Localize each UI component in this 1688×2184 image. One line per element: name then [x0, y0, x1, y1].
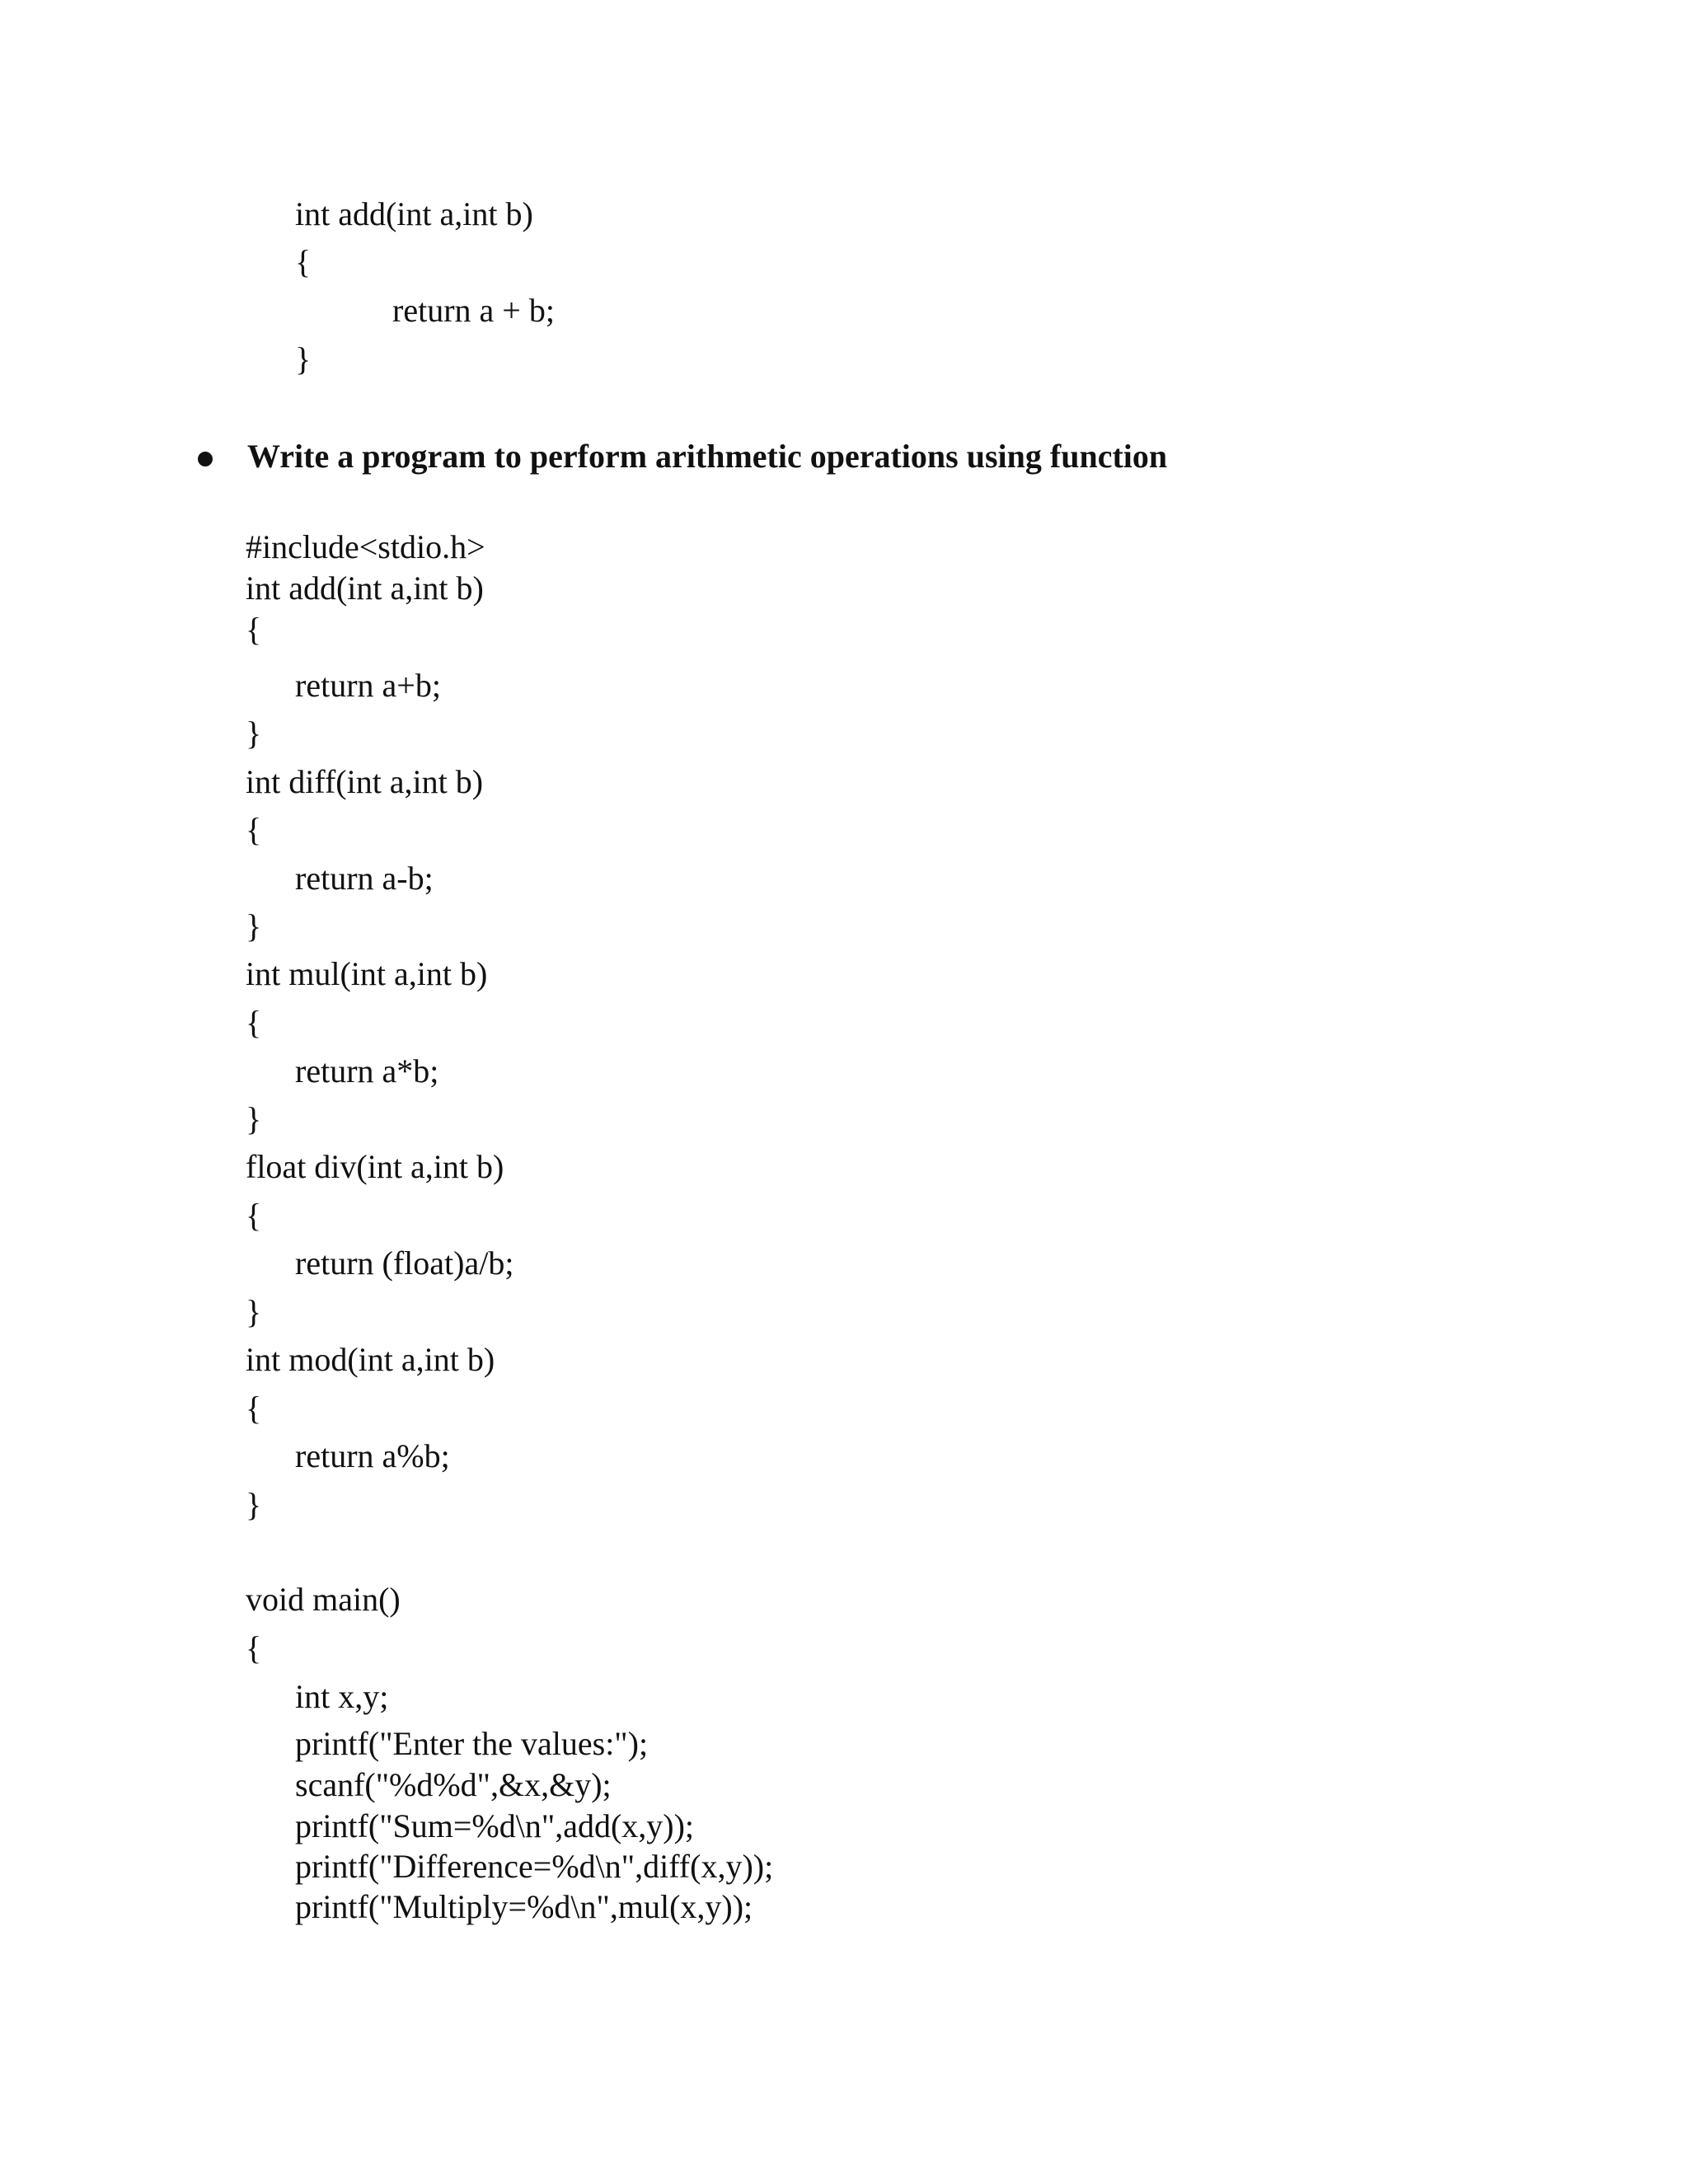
- code-line: printf("Sum=%d\n",add(x,y));: [295, 1807, 695, 1844]
- code-line: int diff(int a,int b): [246, 763, 484, 800]
- code-line: return (float)a/b;: [295, 1244, 514, 1282]
- code-line: #include<stdio.h>: [246, 528, 485, 565]
- code-line: int mul(int a,int b): [246, 955, 488, 992]
- code-line: {: [246, 811, 262, 848]
- code-line: return a+b;: [295, 667, 441, 704]
- code-line: void main(): [246, 1581, 401, 1618]
- code-line: scanf("%d%d",&x,&y);: [295, 1766, 612, 1803]
- code-line: {: [246, 1197, 262, 1234]
- code-line: return a-b;: [295, 860, 434, 897]
- code-line: }: [246, 1100, 262, 1137]
- code-line: {: [246, 1004, 262, 1041]
- code-line: {: [246, 1629, 262, 1666]
- code-line: }: [295, 340, 312, 377]
- code-line: {: [246, 1390, 262, 1427]
- bullet-icon: [198, 452, 213, 466]
- code-line: int mod(int a,int b): [246, 1341, 495, 1378]
- code-line: {: [295, 243, 312, 280]
- code-line: }: [246, 1293, 262, 1330]
- code-line: printf("Enter the values:");: [295, 1725, 649, 1762]
- code-line: {: [246, 611, 262, 648]
- section-heading-item: [0, 435, 1688, 485]
- code-line: int add(int a,int b): [295, 195, 533, 232]
- code-line: return a + b;: [392, 292, 555, 329]
- code-line: printf("Difference=%d\n",diff(x,y));: [295, 1848, 774, 1885]
- code-line: float div(int a,int b): [246, 1148, 504, 1185]
- code-line: }: [246, 907, 262, 944]
- code-line: return a%b;: [295, 1437, 450, 1474]
- code-line: }: [246, 1486, 262, 1523]
- code-line: return a*b;: [295, 1052, 439, 1090]
- code-line: }: [246, 715, 262, 752]
- section-heading: Write a program to perform arithmetic operations using function: [247, 438, 1168, 475]
- code-line: printf("Multiply=%d\n",mul(x,y));: [295, 1888, 753, 1925]
- code-line: int x,y;: [295, 1678, 389, 1715]
- code-line: int add(int a,int b): [246, 569, 484, 607]
